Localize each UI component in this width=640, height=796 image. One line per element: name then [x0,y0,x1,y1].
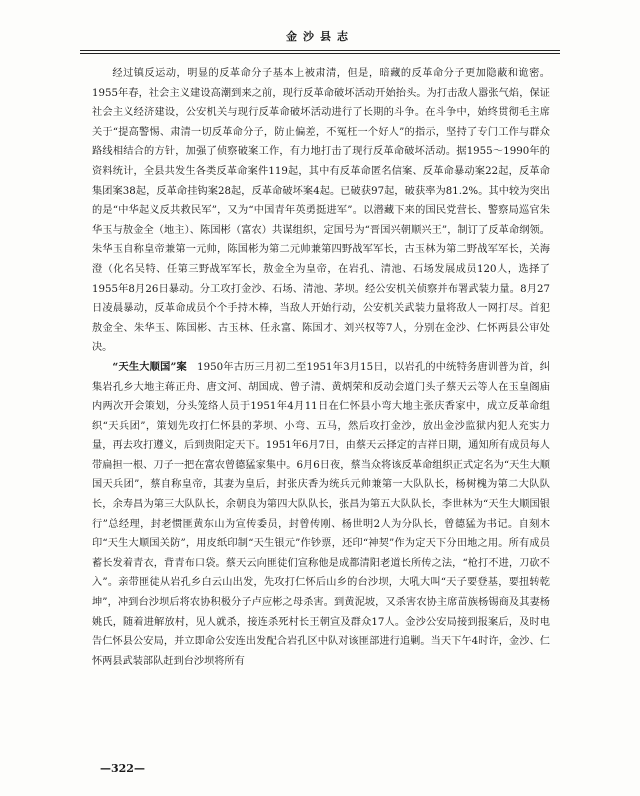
case-title: “天生大顺国”案 [112,360,187,373]
paragraph-2 [92,358,550,672]
paragraph-2-text: 1950年古历三月初二至1951年3月15日，以岩孔的中统特务唐训普为首，纠集岩孔乡大地主蒋正舟、唐文河、胡国成、曾子清、黄炳荣和反动会道门头子蔡天云等人在玉皇阁庙内两次开会策划，分头笼络人员于1951年4月11日在仁怀县小弯大地主张庆香家中，成立反革命组织“天兵团”，策划先攻打仁怀县的茅坝、小弯、五马，然后攻打金沙，放出金沙监狱内犯人充实力量，再去攻打遵义，后到贵阳定天下。1951年6月7日，由蔡天云择定的吉祥日期，通知所有成员每人带扁担一根、刀子一把在富农曾德猛家集中。6月6日夜，蔡当众将该反革命组织正式定名为“天生大顺国天兵团”，蔡自称皇帝，其妻为皇后，封张庆香为统兵元帅兼第一大队队长，杨树槐为第二大队队长，余寿昌为第三大队队长，余朝良为第四大队队长，张昌为第五大队队长，李世林为“天生大顺国银行”总经理，封老惯匪黄东山为宣传委员，封曾传刚、杨世明2人为分队长，曾德猛为书记。自刻木印“天生大顺国关防”，用皮纸印制“天生银元”作钞票，还印“神契”作为定天下分田地之用。所有成员蓄长发着青衣，背青布口袋。蔡天云向匪徒们宣称他是成都清阳老道长所传之法，“枪打不进，刀砍不入”。亲带匪徒从岩孔乡白云山出发，先攻打仁怀后山乡的台沙坝，大吼大叫“天子要登基，要扭转乾坤”，冲到台沙坝后将农协积极分子卢应彬之母杀害。到黄泥坡，又杀害农协主席苗族杨锡商及其妻杨姚氏，随着进解放村，见人就杀，接连杀死村长王朝宣及群众17人。金沙公安局接到报案后，及时电告仁怀县公安局，并立即命公安连出发配合岩孔区中队对该匪部进行追剿。当天下午4时许，金沙、仁怀两县武装部队赶到台沙坝将所有 [92,361,550,667]
body-text [92,64,550,671]
page-number: —322— [100,762,145,775]
paragraph-1 [92,64,550,358]
header-rule [80,50,560,54]
running-header: 金沙县志 [286,30,354,43]
paragraph-1-text: 经过镇反运动，明显的反革命分子基本上被肃清，但是，暗藏的反革命分子更加隐蔽和诡密。1955年春，社会主义建设高潮到来之前，现行反革命破坏活动开始抬头。为打击敌人嚣张气焰，保证社会主义经济建设，公安机关与现行反革命破坏活动进行了长期的斗争。在斗争中，始终贯彻毛主席关于“提高警惕、肃清一切反革命分子，防止偏差，不冤枉一个好人”的指示，坚持了专门工作与群众路线相结合的方针，加强了侦察破案工作，有力地打击了现行反革命破坏活动。据1955～1990年的资料统计，全县共发生各类反革命案件119起，其中有反革命匿名信案、反革命暴动案22起，反革命集团案38起，反革命挂钩案28起，反革命破坏案4起。已破获97起，破获率为81.2%。其中较为突出的是“中华起义反共救民军”，又为“中国青年英勇挺进军”。以潜藏下来的国民党营长、警察局巡官朱华玉与敖金全（地主）、陈国彬（富农）共谋组织，定国号为“晋国兴朝顺兴王”，制订了反革命纲领。朱华玉自称皇帝兼第一元帅，陈国彬为第二元帅兼第四野战军军长，古玉林为第二野战军军长，关海澄（化名吴特、任第三野战军军长，敖金全为皇帝，在岩孔、清池、石场发展成员120人，选择了1955年8月26日暴动。分工攻打金沙、石场、清池、茅坝。经公安机关侦察并布署武装力量。8月27日凌晨暴动，反革命成员个个手持木棒，当敌人开始行动，公安机关武装力量将敌人一网打尽。首犯敖金全、朱华玉、陈国彬、古玉林、任永富、陈国才、刘兴权等7人，分别在金沙、仁怀两县公审处决。 [92,68,550,354]
